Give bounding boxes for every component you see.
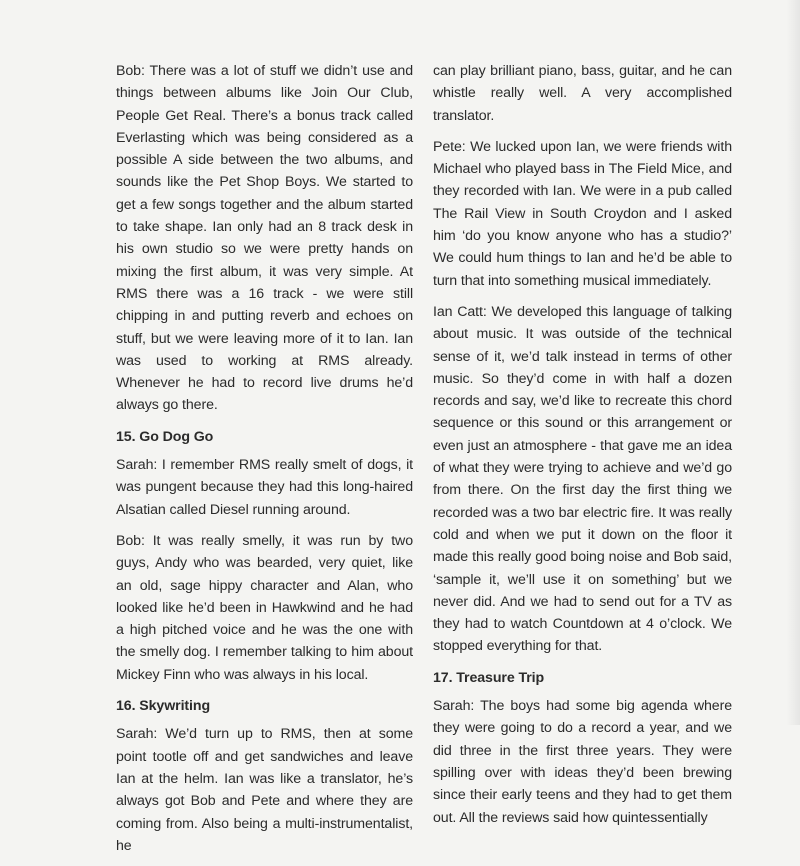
section-heading-treasure-trip: 17. Treasure Trip bbox=[433, 669, 545, 686]
paragraph-bob-bonus-track: Bob: There was a lot of stuff we didn’t use and things between albums like Join Our Club, People Get Real. There’s a bonus track called Everlasting which was being considered as a possible A side between the two albums, and sounds like the Pet Shop Boys. We started to get a few songs together and the album started to take shape. Ian only had an 8 track desk in his own studio so we were pretty hands on mixing the first album, it was very simple. At RMS there was a 16 track - we were still chipping in and putting reverb and echoes on stuff, but we were leaving more of it to Ian. Ian was used to working at RMS already. Whenever he had to record live drums he’d always go there. bbox=[116, 63, 413, 414]
paragraph-sarah-translator: Sarah: We’d turn up to RMS, then at some point tootle off and get sandwiches and leave Ian at the helm. Ian was like a translator, he’s always got Bob and Pete and where they are coming from. Also being a multi-instrumentalist, he bbox=[116, 726, 413, 854]
paragraph-sarah-agenda: Sarah: The boys had some big agenda where they were going to do a record a year, and we did three in the first three years. They were spilling over with ideas they’d been brewing since their early teens and they had to get them out. All the reviews said how quintessentially bbox=[433, 698, 732, 826]
section-heading-go-dog-go: 15. Go Dog Go bbox=[116, 428, 214, 445]
section-heading-skywriting: 16. Skywriting bbox=[116, 698, 211, 715]
paragraph-continued-translator: can play brilliant piano, bass, guitar, and he can whistle really well. A very accomplished translator. bbox=[433, 63, 732, 124]
paragraph-ian-catt-language: Ian Catt: We developed this language of talking about music. It was outside of the technical sense of it, we’d talk instead in terms of other music. So they’d come in with half a dozen records and say, we’d like to recreate this chord sequence or this sound or this arrangement or even just an atmosphere - that gave me an idea of what they were trying to achieve and we’d go from there. On the first day the first thing we recorded was a two bar electric fire. It was really cold and when we put it down on the floor it made this really good boing noise and Bob said, ‘sample it, we’ll use it on something’ but we never did. And we had to send out for a TV as they had to watch Countdown at 4 o’clock. We stopped everything for that. bbox=[433, 303, 732, 655]
left-column bbox=[116, 60, 413, 866]
paragraph-bob-smelly: Bob: It was really smelly, it was run by two guys, Andy who was bearded, very quiet, like an old, sage hippy character and Alan, who looked like he’d been in Hawkwind and he had a high pitched voice and he was the one with the smelly dog. I remember talking to him about Mickey Finn who was always in his local. bbox=[116, 532, 413, 683]
paragraph-pete-lucked-upon-ian: Pete: We lucked upon Ian, we were friends with Michael who played bass in The Field Mice, and they recorded with Ian. We were in a pub called The Rail View in South Croydon and I asked him ‘do you know anyone who has a studio?’ We could hum things to Ian and he’d be able to turn that into something musical immediately. bbox=[433, 138, 732, 289]
page-edge-shadow bbox=[786, 0, 800, 725]
paragraph-sarah-rms-dogs: Sarah: I remember RMS really smelt of dogs, it was pungent because they had this long-haired Alsatian called Diesel running around. bbox=[116, 457, 413, 518]
right-column bbox=[433, 60, 732, 838]
